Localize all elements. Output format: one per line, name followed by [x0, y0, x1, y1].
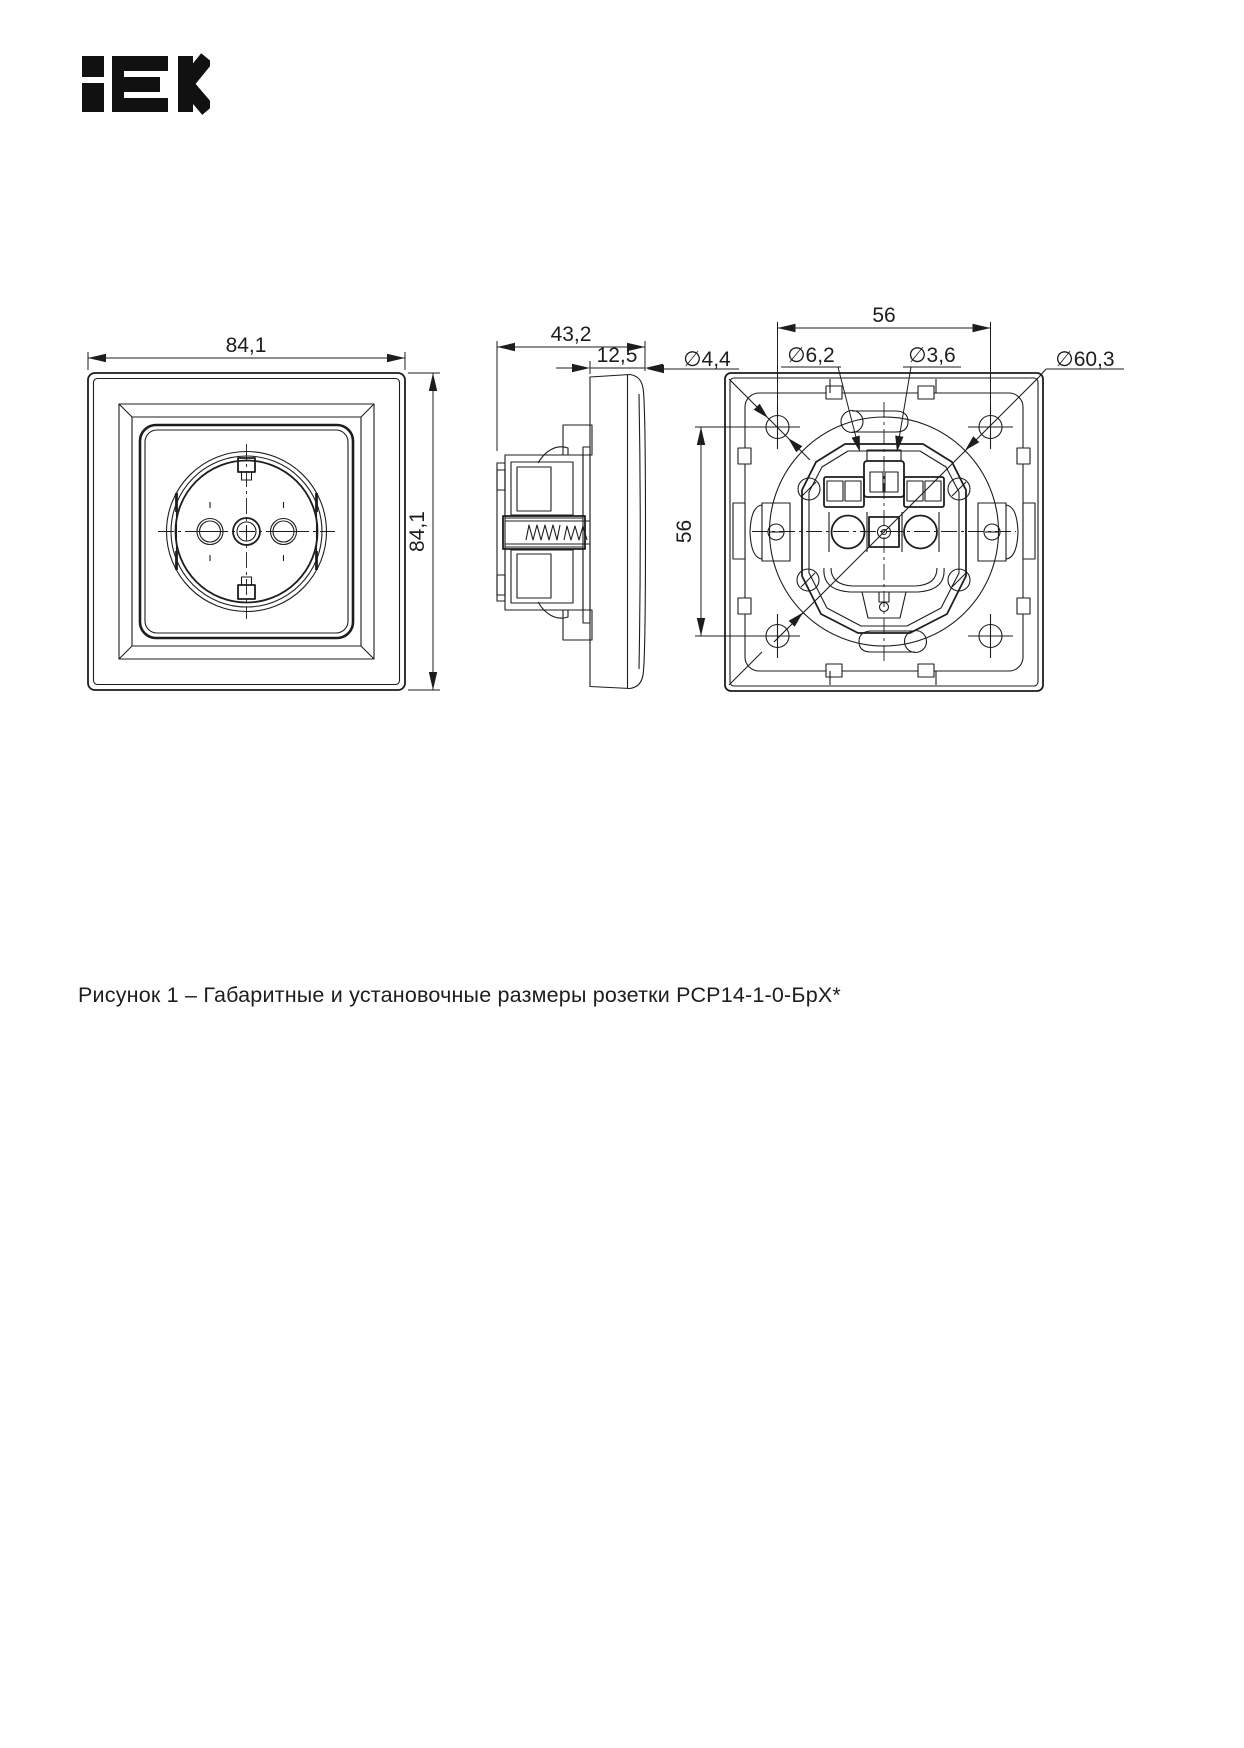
figure-caption: Рисунок 1 – Габаритные и установочные размеры розетки РСР14-1-0-БрХ* — [78, 983, 841, 1007]
front-height-label: 84,1 — [406, 511, 429, 552]
screw-hole-diameter-label: ∅6,2 — [787, 344, 835, 367]
claw-right — [978, 503, 1018, 561]
rear-spacing-h-label: 56 — [872, 304, 896, 327]
claw-hole-diameter-label: ∅4,4 — [683, 348, 731, 371]
corner-hole-bottom-right — [968, 614, 1013, 658]
side-mechanism — [497, 447, 590, 618]
front-width-label: 84,1 — [225, 334, 267, 357]
dimension-side-depth — [497, 323, 645, 451]
support-ring-diameter-label: ∅60,3 — [1055, 348, 1115, 371]
callout-support-ring-diameter — [1039, 348, 1124, 377]
rear-spacing-v-label: 56 — [673, 519, 696, 544]
side-depth-label: 43,2 — [550, 323, 592, 346]
callout-claw-hole-diameter — [647, 348, 739, 373]
claw-left — [750, 503, 790, 561]
frame-thickness-label: 12,5 — [596, 344, 638, 367]
small-hole-diameter-label: ∅3,6 — [908, 344, 956, 367]
side-frame-plate — [590, 375, 646, 689]
dimension-frame-thickness — [556, 344, 663, 374]
front-view-drawing — [88, 373, 405, 690]
rear-view-drawing — [725, 373, 1043, 691]
side-view-drawing — [497, 375, 646, 689]
dimension-front-width — [88, 334, 405, 370]
dimension-front-height — [406, 373, 440, 690]
